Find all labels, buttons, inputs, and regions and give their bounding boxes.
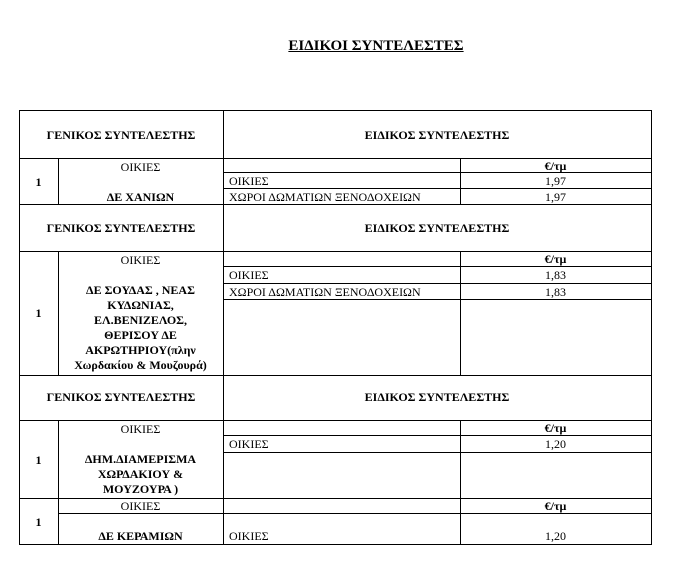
category-label: ΟΙΚΙΕΣ (120, 422, 161, 436)
coefficient-value: 1,97 (545, 174, 566, 188)
row-number: 1 (35, 515, 42, 529)
type-label: ΟΙΚΙΕΣ (229, 437, 269, 451)
coefficient-value: 1,83 (545, 285, 566, 299)
header-general: ΓΕΝΙΚΟΣ ΣΥΝΤΕΛΕΣΤΗΣ (46, 128, 196, 142)
category-label: ΟΙΚΙΕΣ (120, 253, 161, 267)
type-label: ΧΩΡΟΙ ΔΩΜΑΤΙΩΝ ΞΕΝΟΔΟΧΕΙΩΝ (229, 190, 421, 204)
row-number: 1 (35, 453, 42, 467)
header-special: ΕΙΔΙΚΟΣ ΣΥΝΤΕΛΕΣΤΗΣ (364, 221, 510, 235)
row-number: 1 (35, 306, 42, 320)
header-special: ΕΙΔΙΚΟΣ ΣΥΝΤΕΛΕΣΤΗΣ (364, 128, 510, 142)
unit-label: €/τμ (544, 499, 567, 513)
page-title: ΕΙΔΙΚΟΙ ΣΥΝΤΕΛΕΣΤΕΣ (288, 38, 464, 54)
header-general: ΓΕΝΙΚΟΣ ΣΥΝΤΕΛΕΣΤΗΣ (46, 221, 196, 235)
unit-label: €/τμ (544, 421, 567, 435)
type-label: ΟΙΚΙΕΣ (229, 529, 269, 543)
coefficient-value: 1,97 (545, 190, 566, 204)
category-label: ΟΙΚΙΕΣ (120, 499, 161, 513)
unit-label: €/τμ (544, 159, 567, 173)
area-label: ΔΕ ΧΑΝΙΩΝ (106, 190, 175, 204)
coefficient-value: 1,20 (545, 529, 566, 543)
area-label: ΔΗΜ.ΔΙΑΜΕΡΙΣΜΑ ΧΩΡΔΑΚΙΟΥ & ΜΟΥΖΟΥΡΑ ) (84, 452, 197, 496)
coefficient-value: 1,20 (545, 437, 566, 451)
header-special: ΕΙΔΙΚΟΣ ΣΥΝΤΕΛΕΣΤΗΣ (364, 390, 510, 404)
type-label: ΟΙΚΙΕΣ (229, 174, 269, 188)
area-label: ΔΕ ΣΟΥΔΑΣ , ΝΕΑΣ ΚΥΔΩΝΙΑΣ, ΕΛ.ΒΕΝΙΖΕΛΟΣ, ΘΕΡΙΣΟΥ ΔΕ ΑΚΡΩΤΗΡΙΟΥ(πλην Χωρδακίου & Μουζουρά) (74, 283, 207, 372)
coefficient-value: 1,83 (545, 268, 566, 282)
row-number: 1 (35, 175, 42, 189)
area-label: ΔΕ ΚΕΡΑΜΙΩΝ (98, 529, 183, 543)
category-label: ΟΙΚΙΕΣ (120, 160, 161, 174)
unit-label: €/τμ (544, 252, 567, 266)
header-general: ΓΕΝΙΚΟΣ ΣΥΝΤΕΛΕΣΤΗΣ (46, 390, 196, 404)
type-label: ΟΙΚΙΕΣ (229, 268, 269, 282)
type-label: ΧΩΡΟΙ ΔΩΜΑΤΙΩΝ ΞΕΝΟΔΟΧΕΙΩΝ (229, 285, 421, 299)
